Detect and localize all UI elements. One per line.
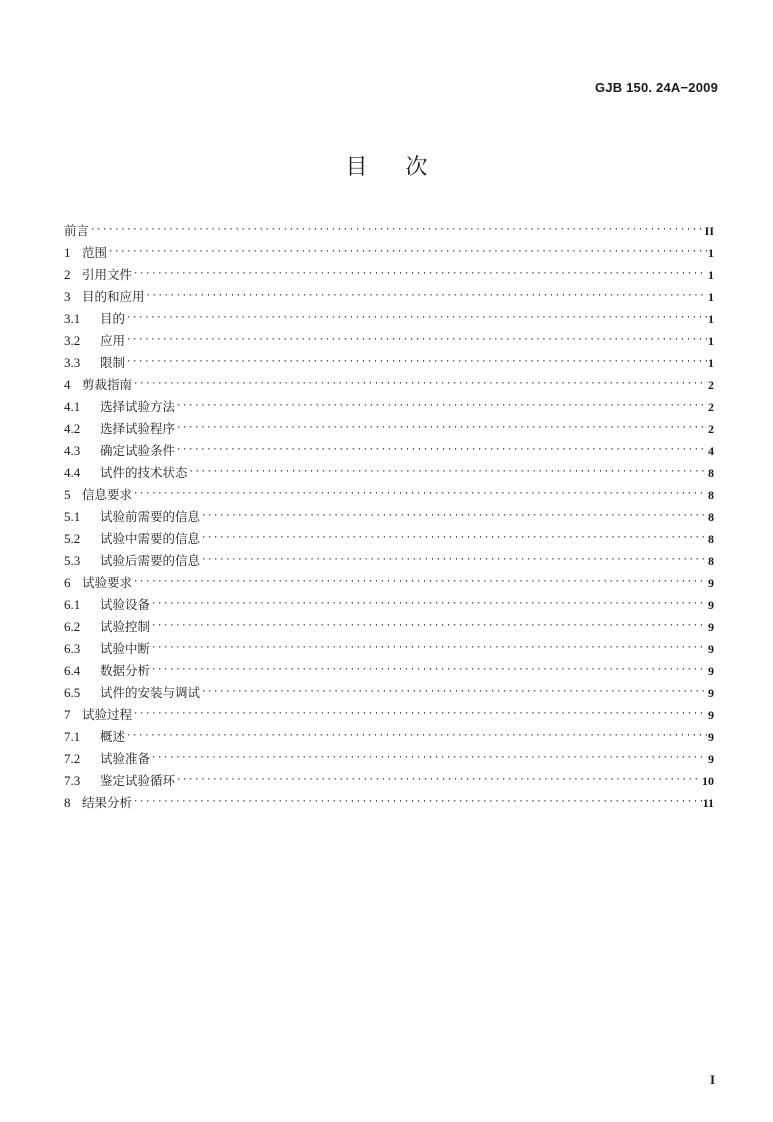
toc-entry-number: 5 — [64, 487, 71, 502]
toc-entry[interactable] — [64, 748, 714, 770]
toc-entry-label: 试验中需要的信息 — [100, 531, 201, 546]
toc-entry-page: 1 — [708, 334, 714, 348]
toc-entry-page: 9 — [708, 752, 714, 766]
toc-entry[interactable] — [64, 220, 714, 242]
toc-entry-label: 鉴定试验循环 — [100, 773, 176, 788]
dot-leader — [126, 725, 707, 747]
toc-entry-number: 3.2 — [64, 333, 81, 348]
toc-entry[interactable] — [64, 374, 714, 396]
toc-entry-page: 8 — [708, 510, 714, 524]
table-of-contents — [64, 220, 714, 814]
toc-entry-number: 5.1 — [64, 509, 81, 524]
dot-leader — [151, 747, 707, 769]
dot-leader — [201, 527, 707, 549]
toc-entry[interactable] — [64, 660, 714, 682]
toc-entry[interactable] — [64, 418, 714, 440]
toc-entry-label: 选择试验程序 — [100, 421, 176, 436]
toc-entry-label: 试验后需要的信息 — [100, 553, 201, 568]
toc-entry[interactable] — [64, 616, 714, 638]
toc-entry[interactable] — [64, 682, 714, 704]
toc-entry[interactable] — [64, 594, 714, 616]
toc-entry-number: 4.4 — [64, 465, 81, 480]
dot-leader — [126, 307, 707, 329]
toc-entry-label: 试件的安装与调试 — [100, 685, 201, 700]
toc-entry-label: 目的和应用 — [82, 289, 145, 304]
toc-entry-page: 1 — [708, 246, 714, 260]
toc-entry[interactable] — [64, 352, 714, 374]
toc-entry-page: 2 — [708, 378, 714, 392]
toc-entry-label: 范围 — [82, 245, 108, 260]
toc-entry-label: 信息要求 — [82, 487, 133, 502]
toc-entry-number: 6.3 — [64, 641, 81, 656]
toc-entry-page: 8 — [708, 532, 714, 546]
toc-entry-number: 4 — [64, 377, 71, 392]
toc-entry-label: 试验设备 — [100, 597, 151, 612]
toc-entry-page: 1 — [708, 312, 714, 326]
toc-entry[interactable] — [64, 550, 714, 572]
dot-leader — [108, 241, 707, 263]
toc-entry-page: 9 — [708, 708, 714, 722]
toc-entry-number: 3.1 — [64, 311, 81, 326]
toc-entry-number: 5.3 — [64, 553, 81, 568]
toc-entry-page: 2 — [708, 422, 714, 436]
toc-entry-page: 4 — [708, 444, 714, 458]
toc-entry-label: 试验过程 — [82, 707, 133, 722]
toc-entry-number: 1 — [64, 245, 71, 260]
dot-leader — [201, 505, 707, 527]
dot-leader — [90, 219, 704, 241]
toc-entry-number: 2 — [64, 267, 71, 282]
toc-entry-label: 应用 — [100, 333, 126, 348]
toc-entry-page: II — [704, 224, 714, 238]
toc-entry[interactable] — [64, 572, 714, 594]
toc-entry-number: 4.2 — [64, 421, 81, 436]
toc-entry[interactable] — [64, 704, 714, 726]
toc-entry-page: 8 — [708, 466, 714, 480]
dot-leader — [151, 637, 707, 659]
dot-leader — [176, 417, 707, 439]
toc-entry-page: 9 — [708, 664, 714, 678]
toc-entry-label: 试验前需要的信息 — [100, 509, 201, 524]
toc-entry-number: 6.5 — [64, 685, 81, 700]
toc-entry-number: 3 — [64, 289, 71, 304]
toc-entry-label: 确定试验条件 — [100, 443, 176, 458]
toc-entry-page: 9 — [708, 686, 714, 700]
dot-leader — [189, 461, 707, 483]
toc-entry-number: 8 — [64, 795, 71, 810]
toc-entry-label: 结果分析 — [82, 795, 133, 810]
dot-leader — [126, 329, 707, 351]
toc-entry-page: 8 — [708, 488, 714, 502]
toc-entry[interactable] — [64, 330, 714, 352]
toc-entry-label: 选择试验方法 — [100, 399, 176, 414]
toc-entry[interactable] — [64, 506, 714, 528]
toc-entry-number: 6 — [64, 575, 71, 590]
toc-entry[interactable] — [64, 638, 714, 660]
dot-leader — [151, 615, 707, 637]
toc-entry[interactable] — [64, 308, 714, 330]
document-code: GJB 150. 24A−2009 — [594, 80, 718, 95]
dot-leader — [133, 483, 707, 505]
toc-entry[interactable] — [64, 770, 714, 792]
toc-entry-page: 11 — [702, 796, 714, 810]
toc-entry-label: 数据分析 — [100, 663, 151, 678]
toc-entry-label: 试件的技术状态 — [100, 465, 188, 480]
toc-entry-page: 1 — [708, 268, 714, 282]
dot-leader — [176, 395, 707, 417]
toc-entry-label: 前言 — [64, 223, 90, 238]
toc-entry-label: 试验控制 — [100, 619, 151, 634]
toc-entry[interactable] — [64, 264, 714, 286]
toc-entry-page: 9 — [708, 598, 714, 612]
toc-entry-page: 9 — [708, 576, 714, 590]
toc-entry-label: 试验中断 — [100, 641, 151, 656]
dot-leader — [201, 681, 707, 703]
toc-entry-page: 8 — [708, 554, 714, 568]
dot-leader — [151, 593, 707, 615]
dot-leader — [133, 263, 707, 285]
dot-leader — [146, 285, 707, 307]
toc-entry[interactable] — [64, 462, 714, 484]
toc-entry-page: 1 — [708, 290, 714, 304]
toc-entry[interactable] — [64, 484, 714, 506]
toc-entry-number: 4.1 — [64, 399, 81, 414]
dot-leader — [176, 439, 707, 461]
toc-entry[interactable] — [64, 528, 714, 550]
dot-leader — [133, 791, 702, 813]
toc-entry-label: 剪裁指南 — [82, 377, 133, 392]
dot-leader — [151, 659, 707, 681]
toc-entry[interactable] — [64, 726, 714, 748]
toc-entry-number: 6.4 — [64, 663, 81, 678]
toc-entry[interactable] — [64, 396, 714, 418]
toc-entry-number: 5.2 — [64, 531, 81, 546]
toc-entry-page: 9 — [708, 620, 714, 634]
toc-entry-label: 试验要求 — [82, 575, 133, 590]
dot-leader — [133, 373, 707, 395]
toc-entry-number: 7 — [64, 707, 71, 722]
toc-entry-label: 目的 — [100, 311, 126, 326]
toc-entry[interactable] — [64, 286, 714, 308]
toc-entry-number: 7.3 — [64, 773, 81, 788]
toc-entry-label: 试验准备 — [100, 751, 151, 766]
toc-entry-page: 10 — [702, 774, 714, 788]
toc-entry-number: 3.3 — [64, 355, 81, 370]
toc-entry-number: 6.2 — [64, 619, 81, 634]
dot-leader — [133, 703, 707, 725]
toc-entry-label: 限制 — [100, 355, 126, 370]
toc-entry-page: 9 — [708, 642, 714, 656]
page-title: 目次 — [345, 155, 466, 180]
toc-entry-page: 1 — [708, 356, 714, 370]
dot-leader — [176, 769, 701, 791]
toc-entry[interactable] — [64, 440, 714, 462]
toc-entry[interactable] — [64, 792, 714, 814]
toc-entry[interactable] — [64, 242, 714, 264]
toc-entry-page: 2 — [708, 400, 714, 414]
toc-entry-number: 7.2 — [64, 751, 81, 766]
dot-leader — [133, 571, 707, 593]
toc-entry-number: 6.1 — [64, 597, 81, 612]
toc-entry-label: 引用文件 — [82, 267, 133, 282]
dot-leader — [126, 351, 707, 373]
toc-entry-label: 概述 — [100, 729, 126, 744]
toc-entry-number: 4.3 — [64, 443, 81, 458]
toc-entry-page: 9 — [708, 730, 714, 744]
dot-leader — [201, 549, 707, 571]
page-number: I — [709, 1072, 715, 1087]
toc-entry-number: 7.1 — [64, 729, 81, 744]
